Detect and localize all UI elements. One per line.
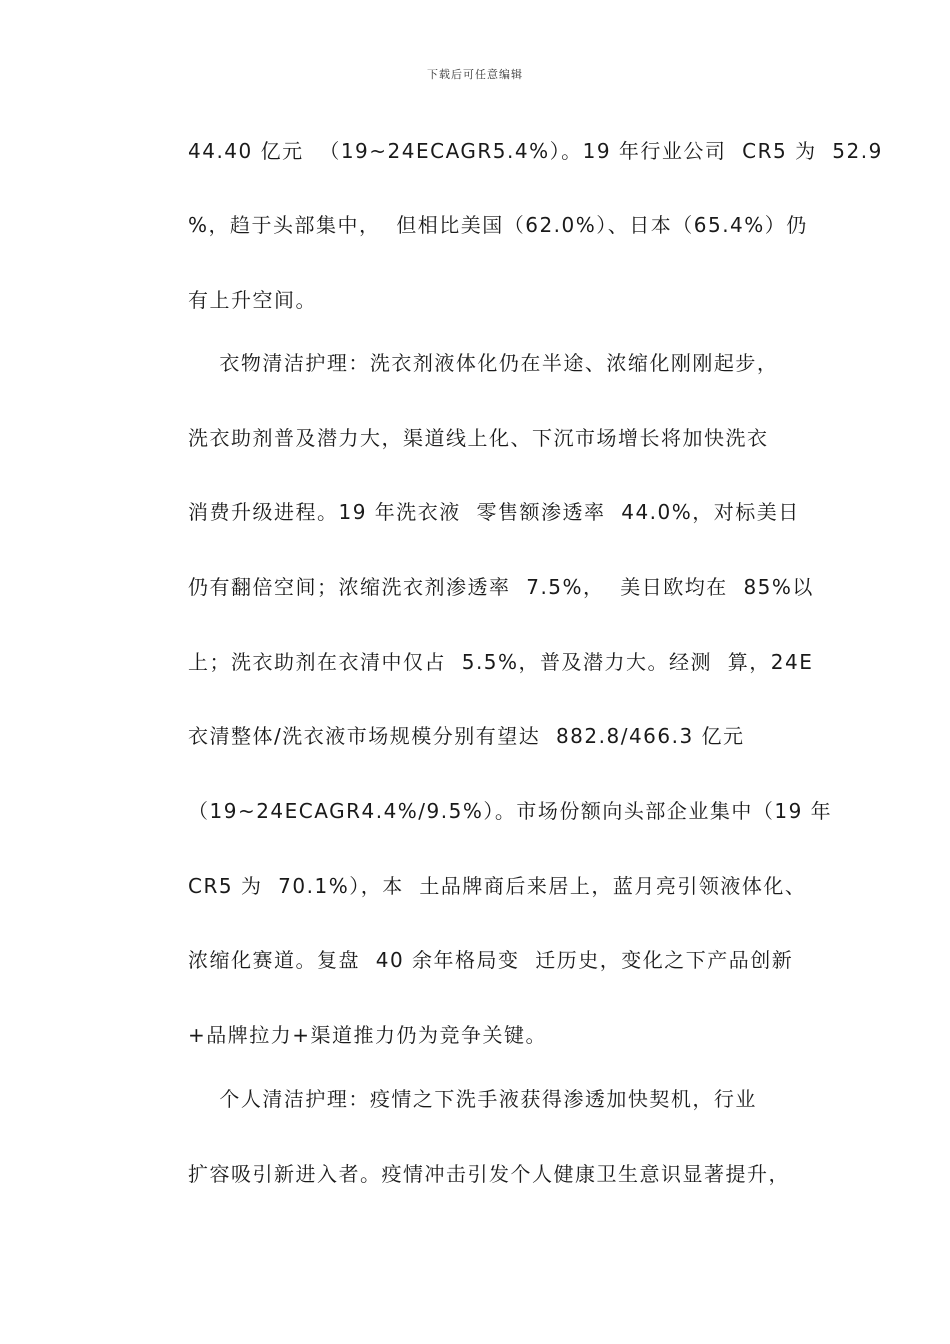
paragraph-2-line-5: 上；洗衣助剂在衣清中仅占 5.5%，普及潜力大。经测 算，24E bbox=[188, 650, 814, 674]
paragraph-2-line-10: +品牌拉力+渠道推力仍为竞争关键。 bbox=[188, 1023, 548, 1047]
paragraph-1-line-1: 44.40 亿元 （19~24ECAGR5.4%）。19 年行业公司 CR5 为 52.9 bbox=[188, 139, 883, 163]
paragraph-2-line-2: 洗衣助剂普及潜力大，渠道线上化、下沉市场增长将加快洗衣 bbox=[188, 426, 769, 450]
paragraph-1-line-3: 有上升空间。 bbox=[188, 288, 317, 312]
paragraph-3-line-1: 个人清洁护理：疫情之下洗手液获得渗透加快契机，行业 bbox=[188, 1087, 757, 1111]
page-header-note: 下载后可任意编辑 bbox=[427, 68, 523, 81]
paragraph-1-line-2: %，趋于头部集中， 但相比美国（62.0%）、日本（65.4%）仍 bbox=[188, 213, 808, 237]
paragraph-2-line-8: CR5 为 70.1%），本 土品牌商后来居上，蓝月亮引领液体化、 bbox=[188, 874, 807, 898]
paragraph-2-line-4: 仍有翻倍空间；浓缩洗衣剂渗透率 7.5%， 美日欧均在 85%以 bbox=[188, 575, 814, 599]
paragraph-2-line-7: （19~24ECAGR4.4%/9.5%）。市场份额向头部企业集中（19 年 bbox=[188, 799, 833, 823]
paragraph-2-line-1: 衣物清洁护理：洗衣剂液体化仍在半途、浓缩化刚刚起步， bbox=[188, 351, 779, 375]
paragraph-2-line-3: 消费升级进程。19 年洗衣液 零售额渗透率 44.0%，对标美日 bbox=[188, 500, 800, 524]
paragraph-2-line-6: 衣清整体/洗衣液市场规模分别有望达 882.8/466.3 亿元 bbox=[188, 724, 745, 748]
paragraph-3-line-2: 扩容吸引新进入者。疫情冲击引发个人健康卫生意识显著提升， bbox=[188, 1162, 790, 1186]
paragraph-2-line-9: 浓缩化赛道。复盘 40 余年格局变 迁历史，变化之下产品创新 bbox=[188, 948, 794, 972]
